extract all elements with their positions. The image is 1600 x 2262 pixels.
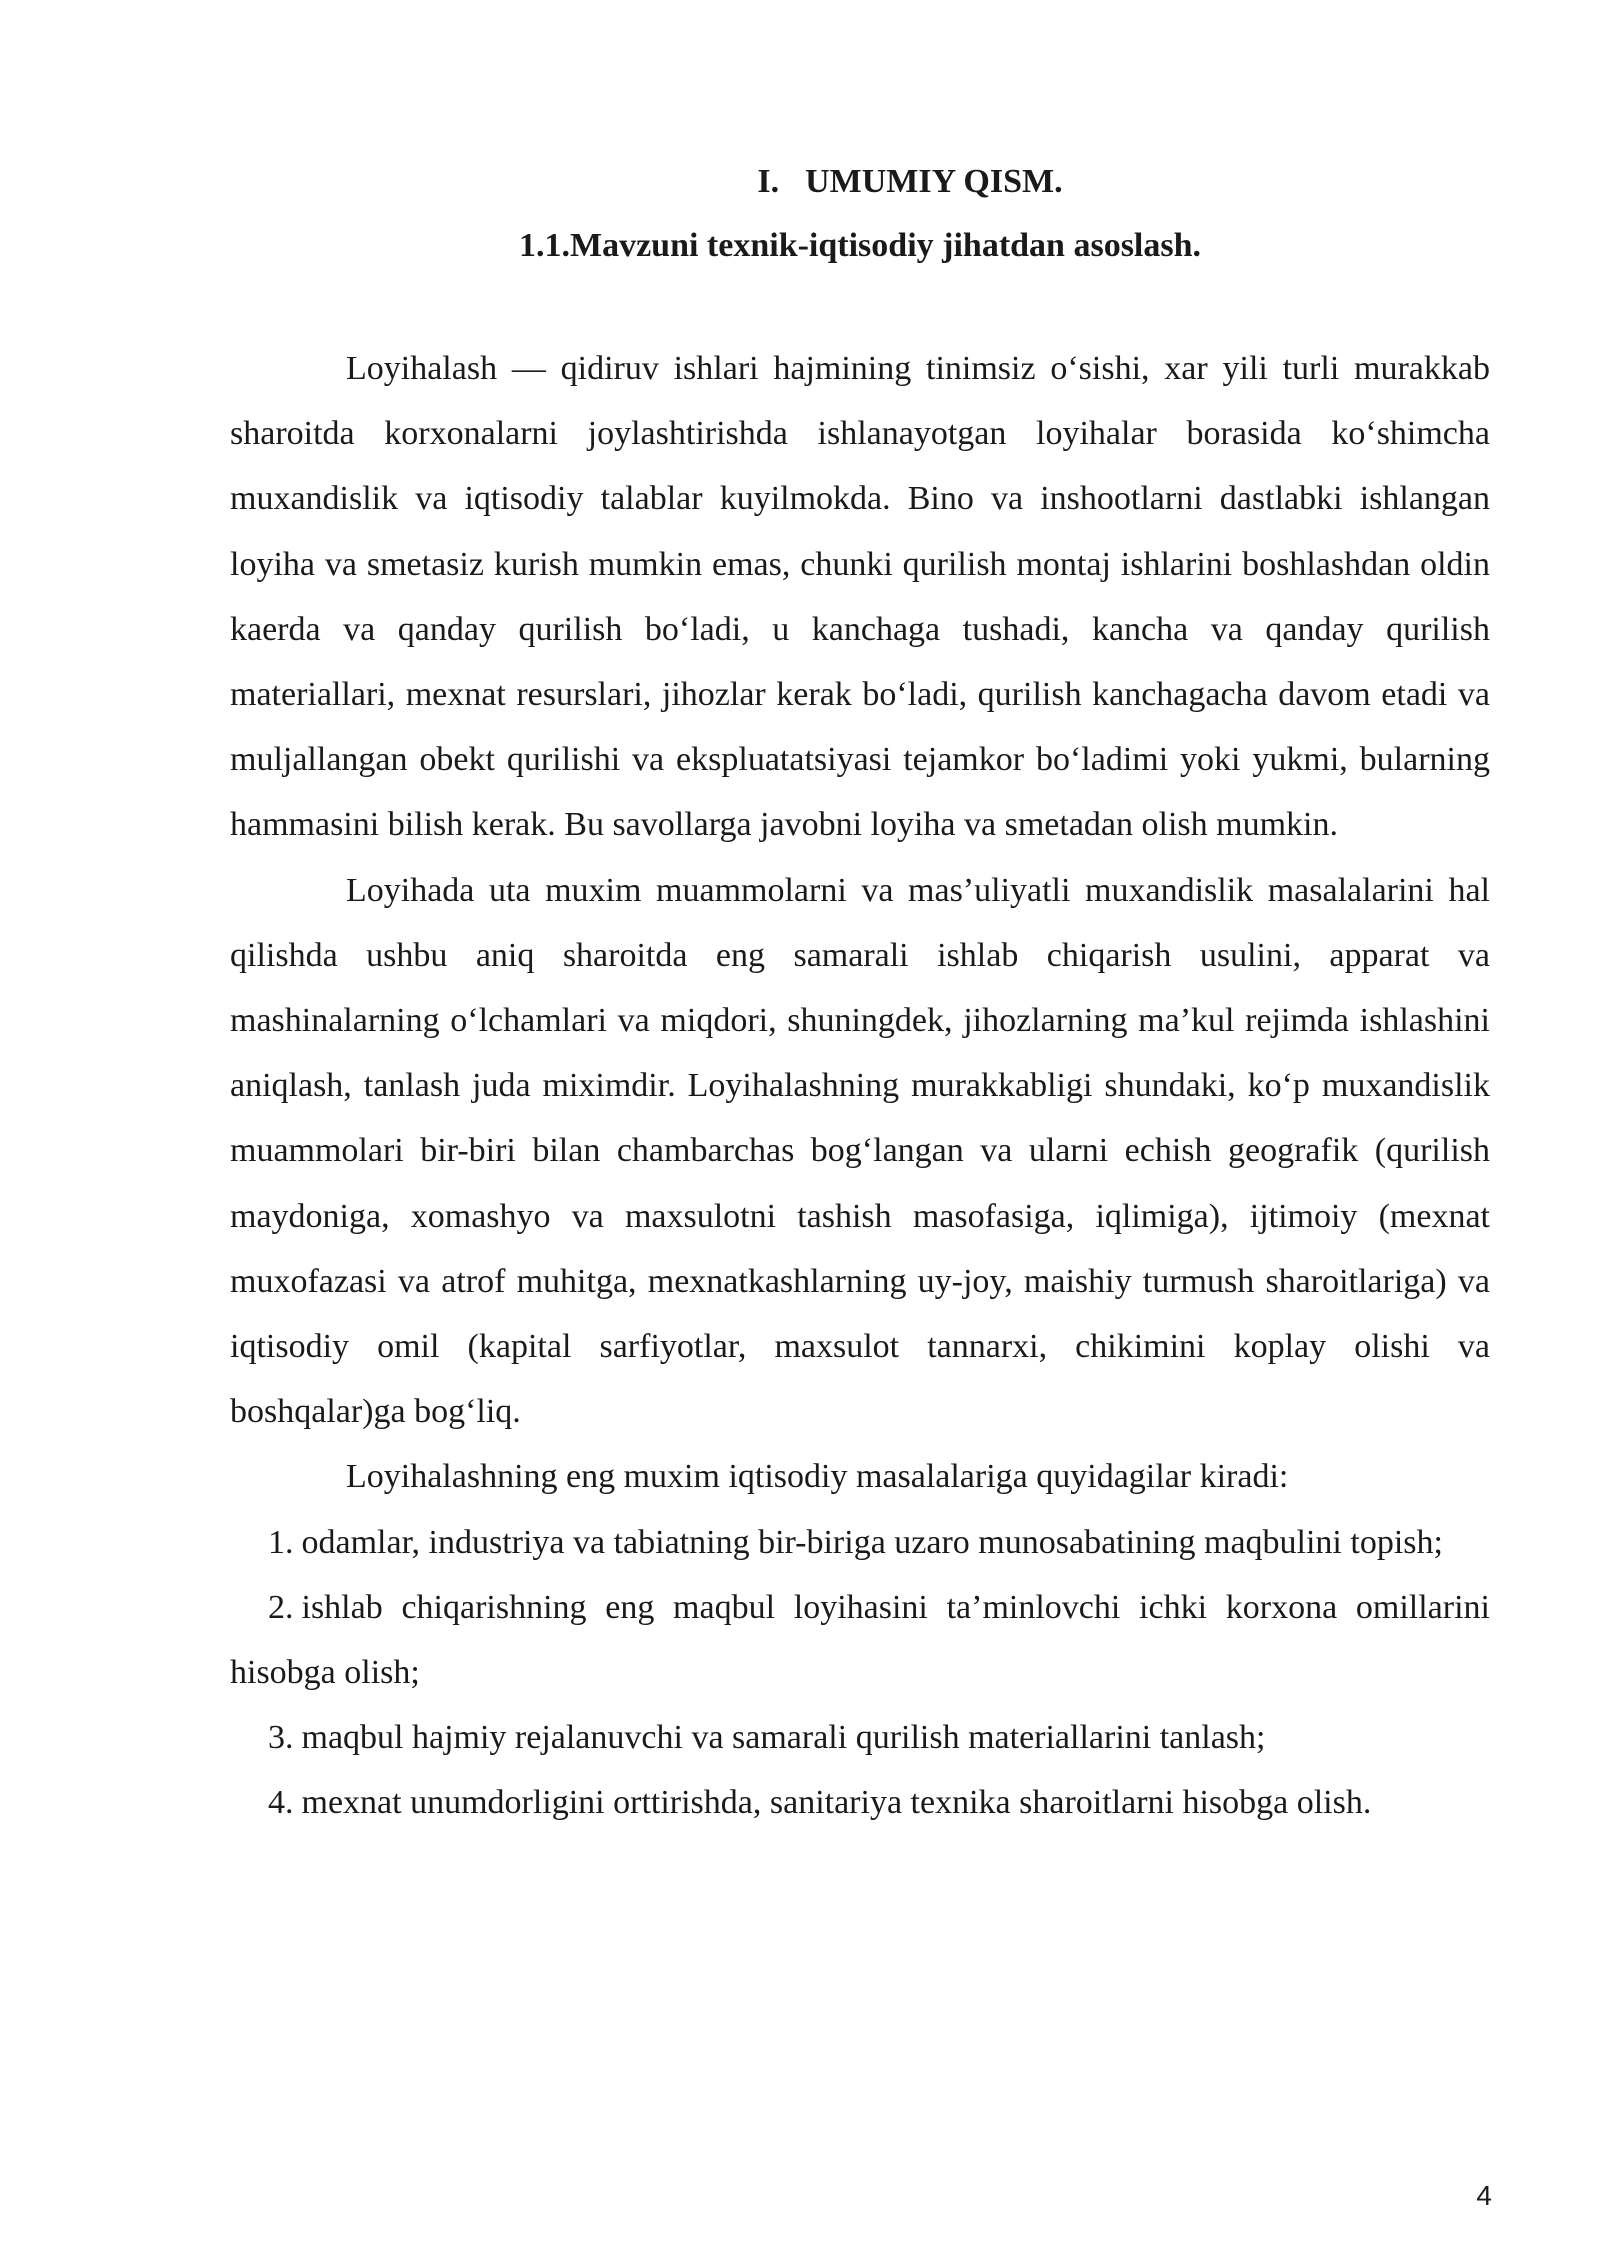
heading-spacer [230, 278, 1490, 336]
list-item-number: 2. [268, 1588, 294, 1626]
list-item [230, 1510, 1490, 1575]
subsection-heading: 1.1.Mavzuni texnik-iqtisodiy jihatdan asoslash. [518, 227, 1202, 264]
section-number: I. [757, 163, 780, 200]
requirements-list [230, 1510, 1490, 1836]
list-item-text: maqbul hajmiy rejalanuvchi va samarali qurilish materiallarini tanlash; [301, 1719, 1266, 1757]
list-item [230, 1770, 1490, 1835]
list-item-text: ishlab chiqarishning eng maqbul loyihasini ta’minlovchi ichki korxona omillarini hisobga olish; [230, 1588, 1490, 1692]
list-item-text: odamlar, industriya va tabiatning bir-biriga uzaro munosabatining maqbulini topish; [301, 1523, 1443, 1561]
list-item [230, 1575, 1490, 1705]
list-item-number: 1. [268, 1523, 294, 1561]
list-item-number: 4. [268, 1784, 294, 1822]
paragraph-3: Loyihalashning eng muxim iqtisodiy masalalariga quyidagilar kiradi: [346, 1458, 1289, 1496]
list-item-number: 3. [268, 1719, 294, 1757]
list-item-text: mexnat unumdorligini orttirishda, sanitariya texnika sharoitlarni hisobga olish. [301, 1784, 1372, 1822]
paragraph-1: Loyihalash — qidiruv ishlari hajmining tinimsiz o‘sishi, xar yili turli murakkab sharoitda korxonalarni joylashtirishda ishlanayotgan loyihalar borasida ko‘shimcha muxandislik va iqtisodiy talablar kuyilmokda. Bino va inshootlarni dastlabki ishlangan loyiha va smetasiz kurish mumkin emas, chunki qurilish montaj ishlarini boshlashdan oldin kaerda va qanday qurilish bo‘ladi, u kanchaga tushadi, kancha va qanday qurilish materiallari, mexnat resurslari, jihozlar kerak bo‘ladi, qurilish kanchagacha davom etadi va muljallangan obekt qurilishi va ekspluatatsiyasi tejamkor bo‘ladimi yoki yukmi, bularning hammasini bilish kerak. Bu savollarga javobni loyiha va smetadan olish mumkin. [230, 350, 1490, 844]
section-title: UMUMIY QISM. [805, 163, 1063, 200]
list-item [230, 1705, 1490, 1770]
page-number: 4 [1476, 2180, 1492, 2211]
section-heading [230, 150, 1490, 214]
paragraph-2: Loyihada uta muxim muammolarni va mas’uliyatli muxandislik masalalarini hal qilishda ushbu aniq sharoitda eng samarali ishlab chiqarish usulini, apparat va mashinalarning o‘lchamlari va miqdori, shuningdek, jihozlarning ma’kul rejimda ishlashini aniqlash, tanlash juda miximdir. Loyihalashning murakkabligi shundaki, ko‘p muxandislik muammolari bir-biri bilan chambarchas bog‘langan va ularni echish geografik (qurilish maydoniga, xomashyo va maxsulotni tashish masofasiga, iqlimiga), ijtimoiy (mexnat muxofazasi va atrof muhitga, mexnatkashlarning uy-joy, maishiy turmush sharoitlariga) va iqtisodiy omil (kapital sarfiyotlar, maxsulot tannarxi, chikimini koplay olishi va boshqalar)ga bog‘liq. [230, 871, 1490, 1431]
page-content [230, 150, 1490, 1836]
